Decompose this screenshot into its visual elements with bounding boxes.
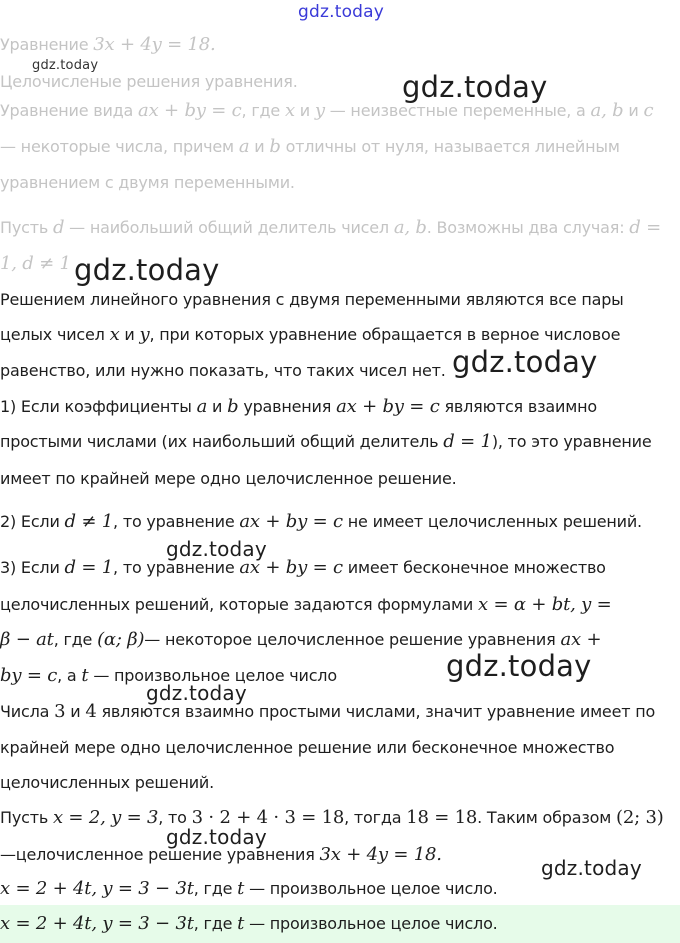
watermark-large-1: gdz.today (402, 70, 548, 104)
watermark-mid-1: gdz.today (166, 537, 267, 561)
solution-definition-line-2: целых чисел x и y, при которых уравнение обращается в верное числовое (0, 324, 621, 345)
watermark-mid-3: gdz.today (166, 825, 267, 849)
solution-definition-line-1: Решением линейного уравнения с двумя переменными являются все пары (0, 290, 624, 309)
example-line-1: Пусть x = 2, y = 3, то 3 · 2 + 4 · 3 = 18, тогда 18 = 18. Таким образом (2; 3) (0, 807, 664, 828)
watermark-mid-4: gdz.today (541, 856, 642, 880)
definition-line-3: уравнением с двумя переменными. (0, 173, 295, 192)
gcd-line-1: Пусть d — наибольший общий делитель чисел a, b. Возможны два случая: d = (0, 217, 662, 238)
watermark-large-4: gdz.today (446, 649, 592, 683)
solution-definition-line-3: равенство, или нужно показать, что таких чисел нет. (0, 361, 446, 380)
case1-line-3: имеет по крайней мере одно целочисленное решение. (0, 469, 457, 488)
watermark-large-2: gdz.today (74, 253, 220, 287)
gcd-line-2: 1, d ≠ 1 (0, 253, 71, 274)
watermark-large-3: gdz.today (452, 345, 598, 379)
apply-line-2: крайней мере одно целочисленное решение или бесконечное множество (0, 738, 615, 757)
apply-line-1: Числа 3 и 4 являются взаимно простыми числами, значит уравнение имеет по (0, 701, 656, 722)
case1-line-1: 1) Если коэффициенты a и b уравнения ax + by = c являются взаимно (0, 396, 597, 417)
case3-line-1: 3) Если d = 1, то уравнение ax + by = c имеет бесконечное множество (0, 557, 606, 578)
case3-line-3: β − at, где (α; β)— некоторое целочисленное решение уравнения ax + (0, 629, 602, 650)
case2-line: 2) Если d ≠ 1, то уравнение ax + by = c не имеет целочисленных решений. (0, 511, 642, 532)
answer-box (0, 905, 680, 943)
definition-line-1: Уравнение вида ax + by = c, где x и y — неизвестные переменные, а a, b и c (0, 100, 654, 121)
case3-line-4: by = c, а t — произвольное целое число (0, 665, 337, 686)
example-line-2: —целочисленное решение уравнения 3x + 4y = 18. (0, 844, 442, 865)
watermark-small-1: gdz.today (32, 58, 99, 73)
apply-line-3: целочисленных решений. (0, 773, 215, 792)
subtitle: Целочисленые решения уравнения. (0, 72, 298, 91)
case3-line-2: целочисленных решений, которые задаются формулами x = α + bt, y = (0, 594, 612, 615)
case1-line-2: простыми числами (их наибольший общий делитель d = 1), то это уравнение (0, 431, 652, 452)
equation-title: Уравнение 3x + 4y = 18. (0, 34, 216, 55)
watermark-top: gdz.today (298, 2, 385, 22)
answer-line: x = 2 + 4t, y = 3 − 3t, где t — произвольное целое число. (0, 913, 498, 934)
definition-line-2: — некоторые числа, причем a и b отличны от нуля, называется линейным (0, 136, 620, 157)
example-line-3: x = 2 + 4t, y = 3 − 3t, где t — произвольное целое число. (0, 878, 498, 899)
watermark-mid-2: gdz.today (146, 681, 247, 705)
